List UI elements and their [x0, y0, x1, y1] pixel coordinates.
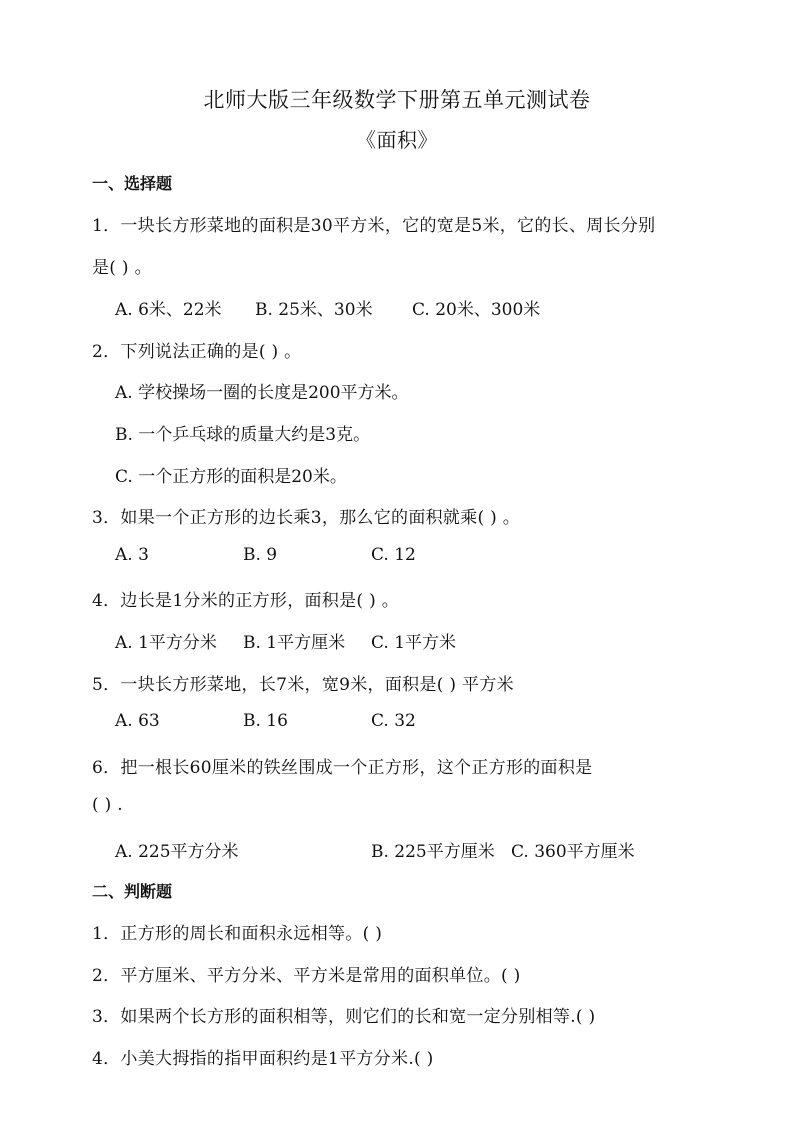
question-2-line-1: 2．下列说法正确的是( ) 。	[92, 342, 302, 362]
question-4-option-c: C. 1平方米	[371, 633, 457, 653]
question-4-option-b: B. 1平方厘米	[243, 633, 346, 653]
judge-question-1: 1．正方形的周长和面积永远相等。( )	[92, 924, 383, 944]
question-3-option-c: C. 12	[371, 545, 416, 565]
question-1-line-2: 是( ) 。	[92, 258, 152, 278]
judge-question-4: 4．小美大拇指的指甲面积约是1平方分米.( )	[92, 1049, 434, 1069]
question-6-option-c: C. 360平方厘米	[511, 842, 635, 862]
question-1-option-c: C. 20米、300米	[412, 300, 541, 320]
section-heading-judge: 二、判断题	[92, 882, 173, 901]
question-3-option-b: B. 9	[243, 545, 278, 565]
question-5-option-a: A. 63	[115, 711, 160, 731]
question-5-line-1: 5．一块长方形菜地，长7米，宽9米，面积是( ) 平方米	[92, 675, 514, 695]
page-title: 北师大版三年级数学下册第五单元测试卷	[203, 88, 591, 112]
question-6-line-1: 6．把一根长60厘米的铁丝围成一个正方形，这个正方形的面积是	[92, 758, 593, 778]
page-subtitle: 《面积》	[356, 128, 438, 152]
question-1-option-a: A. 6米、22米	[115, 300, 222, 320]
question-2-option-a: A. 学校操场一圈的长度是200平方米。	[115, 383, 409, 403]
question-4-option-a: A. 1平方分米	[115, 633, 217, 653]
question-4-line-1: 4．边长是1分米的正方形，面积是( ) 。	[92, 591, 400, 611]
question-1-option-b: B. 25米、30米	[255, 300, 373, 320]
question-6-option-b: B. 225平方厘米	[371, 842, 495, 862]
judge-question-3: 3．如果两个长方形的面积相等，则它们的长和宽一定分别相等.( )	[92, 1007, 596, 1027]
judge-question-2: 2．平方厘米、平方分米、平方米是常用的面积单位。( )	[92, 966, 521, 986]
question-2-option-c: C. 一个正方形的面积是20米。	[115, 467, 347, 487]
question-5-option-b: B. 16	[243, 711, 288, 731]
question-6-line-2: ( ) .	[92, 795, 123, 815]
question-6-option-a: A. 225平方分米	[115, 842, 239, 862]
question-5-option-c: C. 32	[371, 711, 416, 731]
question-3-line-1: 3．如果一个正方形的边长乘3，那么它的面积就乘( ) 。	[92, 508, 521, 528]
section-heading-choice: 一、选择题	[92, 174, 173, 193]
question-2-option-b: B. 一个乒乓球的质量大约是3克。	[115, 425, 371, 445]
question-1-line-1: 1．一块长方形菜地的面积是30平方米，它的宽是5米，它的长、周长分别	[92, 216, 656, 236]
question-3-option-a: A. 3	[115, 545, 149, 565]
